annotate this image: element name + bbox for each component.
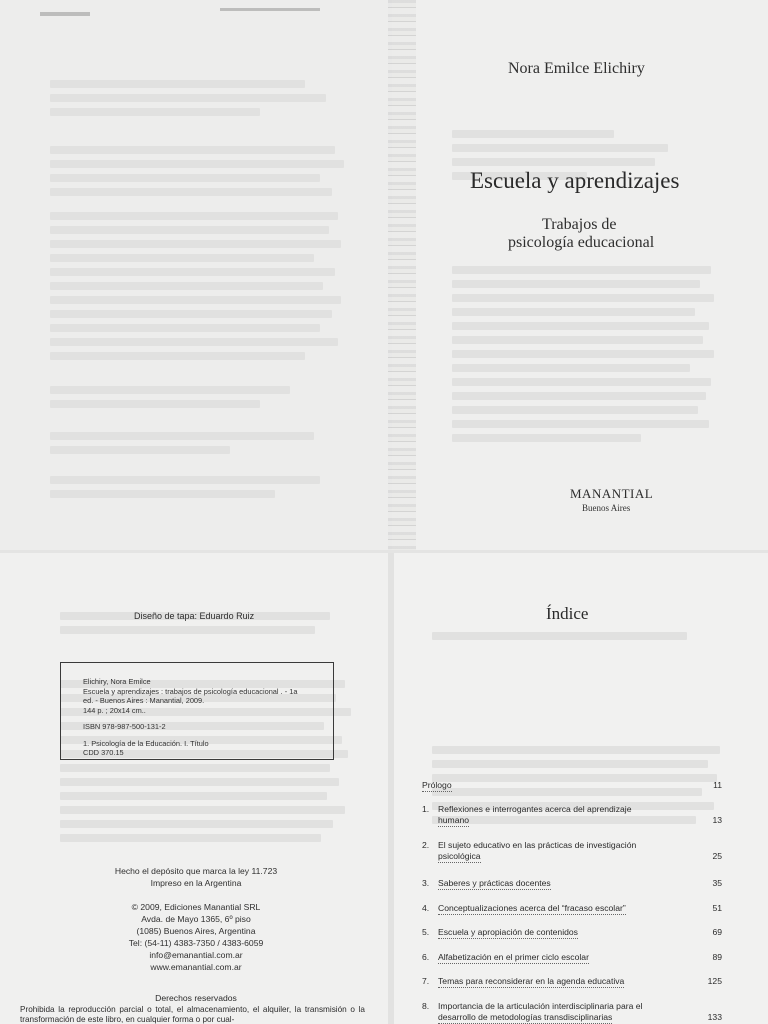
toc-entry-title-cont: humano <box>438 815 470 825</box>
catalog-isbn: ISBN 978-987-500-131-2 <box>83 722 166 731</box>
toc-entry-page: 25 <box>712 851 722 861</box>
toc-entry-title: Escuela y apropiación de contenidos <box>438 927 578 937</box>
toc-entry-title-cont: desarrollo de metodologías transdisciplinarias <box>438 1012 613 1022</box>
toc-entry-page: 11 <box>713 780 722 790</box>
scan-speck <box>220 8 320 11</box>
cover-design-credit: Diseño de tapa: Eduardo Ruiz <box>134 611 255 621</box>
book-subtitle-line-1: Trabajos de <box>542 216 617 233</box>
toc-entry-title: Reflexiones e interrogantes acerca del aprendizaje <box>438 804 632 814</box>
publisher-website: www.emanantial.com.ar <box>150 962 242 972</box>
book-title: Escuela y aprendizajes <box>470 168 680 193</box>
toc-entry-number: 1. <box>422 804 430 814</box>
toc-entry-title: Importancia de la articulación interdisciplinaria para el <box>438 1001 643 1011</box>
toc-entry-title: Conceptualizaciones acerca del “fracaso escolar” <box>438 903 626 913</box>
printed-in: Impreso en la Argentina <box>150 878 242 888</box>
publisher-email: info@emanantial.com.ar <box>149 950 243 960</box>
toc-entry-number: 3. <box>422 878 430 888</box>
toc-entry-number: 5. <box>422 927 430 937</box>
toc-entry-number: 8. <box>422 1001 430 1011</box>
publisher-city: Buenos Aires <box>582 503 631 513</box>
toc-entry-page: 35 <box>712 878 722 888</box>
toc-entry-title: Temas para reconsiderar en la agenda educativa <box>438 976 625 986</box>
page-top-left <box>0 0 392 552</box>
publisher-name: MANANTIAL <box>570 486 654 501</box>
scan-speck <box>40 12 90 16</box>
toc-entry-page: 125 <box>707 976 722 986</box>
page-divider <box>0 550 768 553</box>
catalog-subject: 1. Psicología de la Educación. I. Título <box>83 738 209 748</box>
copyright-line: © 2009, Ediciones Manantial SRL <box>131 902 261 912</box>
rights-title: Derechos reservados <box>155 993 237 1003</box>
toc-entry-title-cont: psicológica <box>438 851 481 861</box>
catalog-pages: 144 p. ; 20x14 cm.. <box>83 705 146 715</box>
toc-entry-number: 6. <box>422 952 430 962</box>
bleed-through-text <box>50 80 350 504</box>
toc-entry-page: 133 <box>707 1012 722 1022</box>
publisher-city-line: (1085) Buenos Aires, Argentina <box>136 926 256 936</box>
publisher-address: Avda. de Mayo 1365, 6º piso <box>141 914 251 924</box>
toc-entry-title: Saberes y prácticas docentes <box>438 878 551 888</box>
publisher-phone: Tel: (54-11) 4383-7350 / 4383-6059 <box>128 938 264 948</box>
catalog-record <box>60 662 334 760</box>
catalog-cdd: CDD 370.15 <box>83 748 124 757</box>
catalog-edition: ed. - Buenos Aires : Manantial, 2009. <box>83 696 205 705</box>
catalog-author: Elichiry, Nora Emilce <box>83 677 151 686</box>
toc-entry-title: Alfabetización en el primer ciclo escolar <box>438 952 589 962</box>
bleed-through-text <box>432 632 732 830</box>
rights-text: Prohibida la reproducción parcial o total, el almacenamiento, el alquiler, la transmisión o la transformación de este libro, en cualquier forma o por cual- <box>20 1005 365 1024</box>
page-top-right <box>392 0 768 552</box>
toc-entry-page: 69 <box>712 927 722 937</box>
index-title: Índice <box>546 604 589 623</box>
book-subtitle-line-2: psicología educacional <box>508 234 655 251</box>
book-spine-shadow <box>388 0 416 552</box>
toc-entry-page: 89 <box>712 952 722 962</box>
toc-entry-number: 2. <box>422 840 430 850</box>
toc-entry-title: Prólogo <box>422 780 452 790</box>
toc-entry-title: El sujeto educativo en las prácticas de investigación <box>438 840 637 850</box>
author-name: Nora Emilce Elichiry <box>508 60 645 77</box>
toc-entry-number: 4. <box>422 903 430 913</box>
toc-entry-page: 51 <box>712 903 722 913</box>
toc-entry-number: 7. <box>422 976 430 986</box>
toc-entry-page: 13 <box>712 815 722 825</box>
catalog-title: Escuela y aprendizajes : trabajos de psicología educacional . - 1a <box>83 686 298 696</box>
legal-deposit: Hecho el depósito que marca la ley 11.723 <box>114 866 278 876</box>
